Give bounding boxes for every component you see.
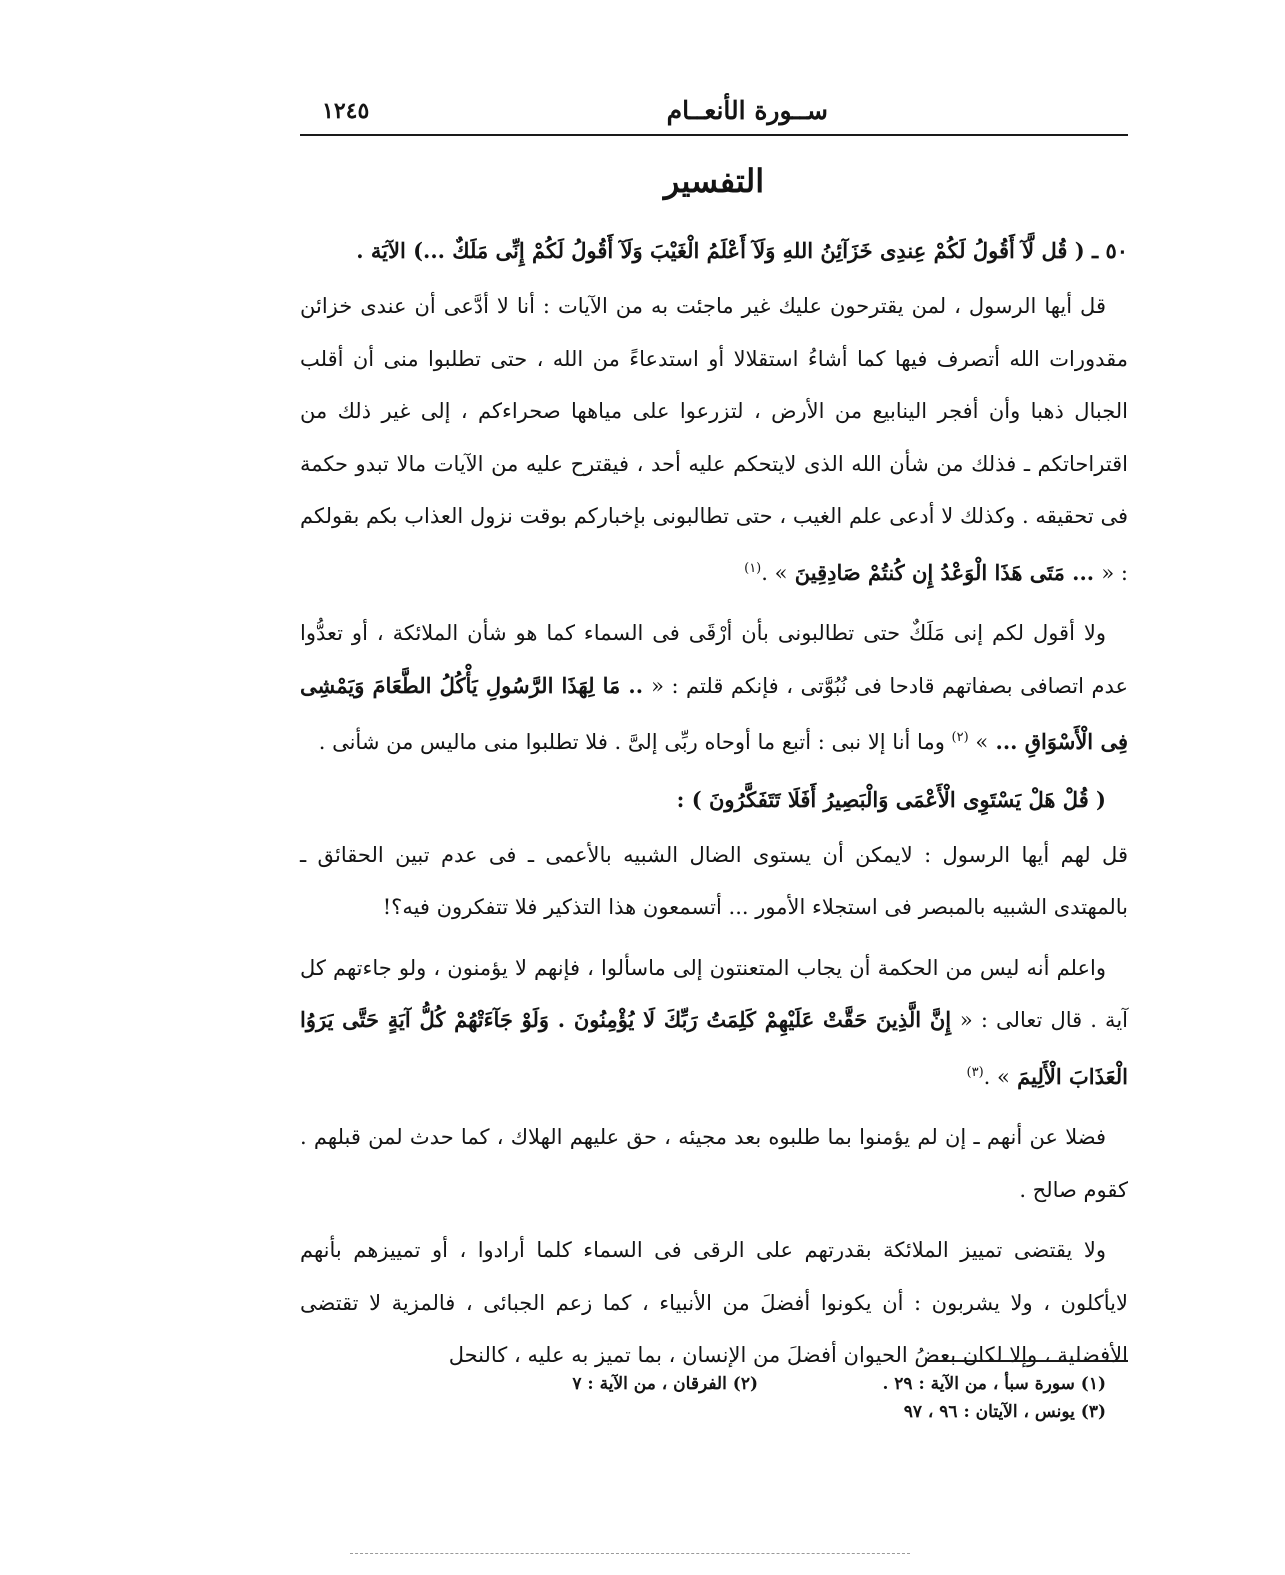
paragraph xyxy=(300,280,1128,599)
running-header xyxy=(300,96,1128,134)
paragraph-text: » . xyxy=(761,560,788,585)
footnote-row xyxy=(300,1402,1128,1430)
surah-title: ســورة الأنعــام xyxy=(666,96,828,125)
footnote-1: (١) سورة سبأ ، من الآية : ٢٩ . xyxy=(882,1374,1106,1394)
footnote-marker: (١) xyxy=(744,560,762,576)
page-number: ١٢٤٥ xyxy=(322,98,370,124)
paragraph-text: قل أيها الرسول ، لمن يقترحون عليك غير ماجئت به من الآيات : أنا لا أدَّعى أن عندى خزائن مقدورات الله أتصرف فيها كما أشاءُ استقلالا أو استدعاءً من الله ، حتى تطلبوا منى أن أقلب الجبال ذهبا وأن أفجر الينابيع من الأرض ، لتزرعوا على مياهها صحراءكم ، إلى غير ذلك من اقتراحاتكم ـ فذلك من شأن الله الذى لايتحكم عليه أحد ، فيقترح عليه من الآيات مالا تبدو حكمة فى تحقيقه . وكذلك لا أدعى علم الغيب ، حتى تطالبونى بإخباركم بوقت نزول العذاب بكم بقولكم : « xyxy=(300,294,1128,585)
scan-artifact-line xyxy=(350,1553,910,1554)
paragraph: فضلا عن أنهم ـ إن لم يؤمنوا بما طلبوه بعد مجيئه ، حق عليهم الهلاك ، كما حدث لمن قبلهم . كقوم صالح . xyxy=(300,1125,1128,1202)
paragraph: قل لهم أيها الرسول : لايمكن أن يستوى الضال الشبيه بالأعمى ـ فى عدم تبين الحقائق ـ بالمهتدى الشبيه بالمبصر فى استجلاء الأمور ... أتسمعون هذا التذكير فلا تتفكرون فيه؟! xyxy=(300,842,1128,919)
footnote-marker: (٢) xyxy=(951,730,969,745)
paragraph-text: ولا أقول لكم إنى مَلَكٌ حتى تطالبونى بأن أرْقَى فى السماء كما هو شأن الملائكة ، أو تعدُّوا عدم اتصافى بصفاتهم قادحا فى نُبُوَّتى ، فإنكم قلتم : « xyxy=(300,621,1128,698)
quoted-verse: إِنَّ الَّذِينَ حَقَّتْ عَلَيْهِمْ كَلِمَتُ رَبِّكَ لَا يُؤْمِنُونَ . وَلَوْ جَآءَتْهُمْ كُلُّ آيَةٍ حَتَّى يَرَوُا الْعَذَابَ الْأَلِيمَ xyxy=(300,1007,1128,1089)
paragraph-text: » . xyxy=(983,1064,1010,1089)
paragraph-text: واعلم أنه ليس من الحكمة أن يجاب المتعنتون إلى ماسألوا ، فإنهم لا يؤمنون ، ولو جاءتهم كل آية . قال تعالى : « xyxy=(300,955,1128,1032)
quoted-verse: ... مَتَى هَذَا الْوَعْدُ إِن كُنتُمْ صَادِقِينَ xyxy=(787,559,1102,585)
quoted-verse: .. مَا لِهَذَا الرَّسُولِ يَأْكُلُ الطَّعَامَ وَيَمْشِى فِى الْأَسْوَاقِ ... xyxy=(300,672,1128,754)
footnote-divider xyxy=(930,1360,1128,1362)
header-divider xyxy=(300,134,1128,136)
commentary-body xyxy=(300,228,1128,1390)
paragraph xyxy=(300,607,1128,769)
paragraph-text: » xyxy=(968,730,989,754)
verse-heading: ٥٠ ـ ( قُل لَّآ أَقُولُ لَكُمْ عِندِى خَزَآئِنُ اللهِ وَلَآ أَعْلَمُ الْغَيْبَ وَلَآ أَقُولُ لَكُمْ إِنِّى مَلَكٌ ...) الآيَة . xyxy=(356,238,1128,263)
footnotes xyxy=(300,1374,1128,1430)
paragraph xyxy=(300,942,1128,1104)
footnote-row xyxy=(300,1374,1128,1402)
verse-heading: ( قُلْ هَلْ يَسْتَوِى الْأَعْمَى وَالْبَصِيرُ أَفَلَا تَتَفَكَّرُونَ ) : xyxy=(676,786,1106,812)
footnote-2: (٢) الفرقان ، من الآية : ٧ xyxy=(572,1374,758,1394)
footnote-3: (٣) يونس ، الآيتان : ٩٦ ، ٩٧ xyxy=(903,1402,1106,1422)
footnote-marker: (٣) xyxy=(966,1064,984,1080)
paragraph: ولا يقتضى تمييز الملائكة بقدرتهم على الرقى فى السماء كلما أرادوا ، أو تمييزهم بأنهم لايأكلون ، ولا يشربون : أن يكونوا أفضلَ من الأنبياء ، كما زعم الجبائى ، فالمزية لا تقتضى الأفضلية ، وإلا لكان بعضُ الحيوان أفضلَ من الإنسان ، بما تميز به عليه ، كالنحل xyxy=(300,1238,1128,1367)
paragraph-text: وما أنا إلا نبى : أتبع ما أوحاه ربِّى إلىَّ . فلا تطلبوا منى ماليس من شأنى . xyxy=(318,730,952,754)
section-title: التفسير xyxy=(663,162,765,200)
